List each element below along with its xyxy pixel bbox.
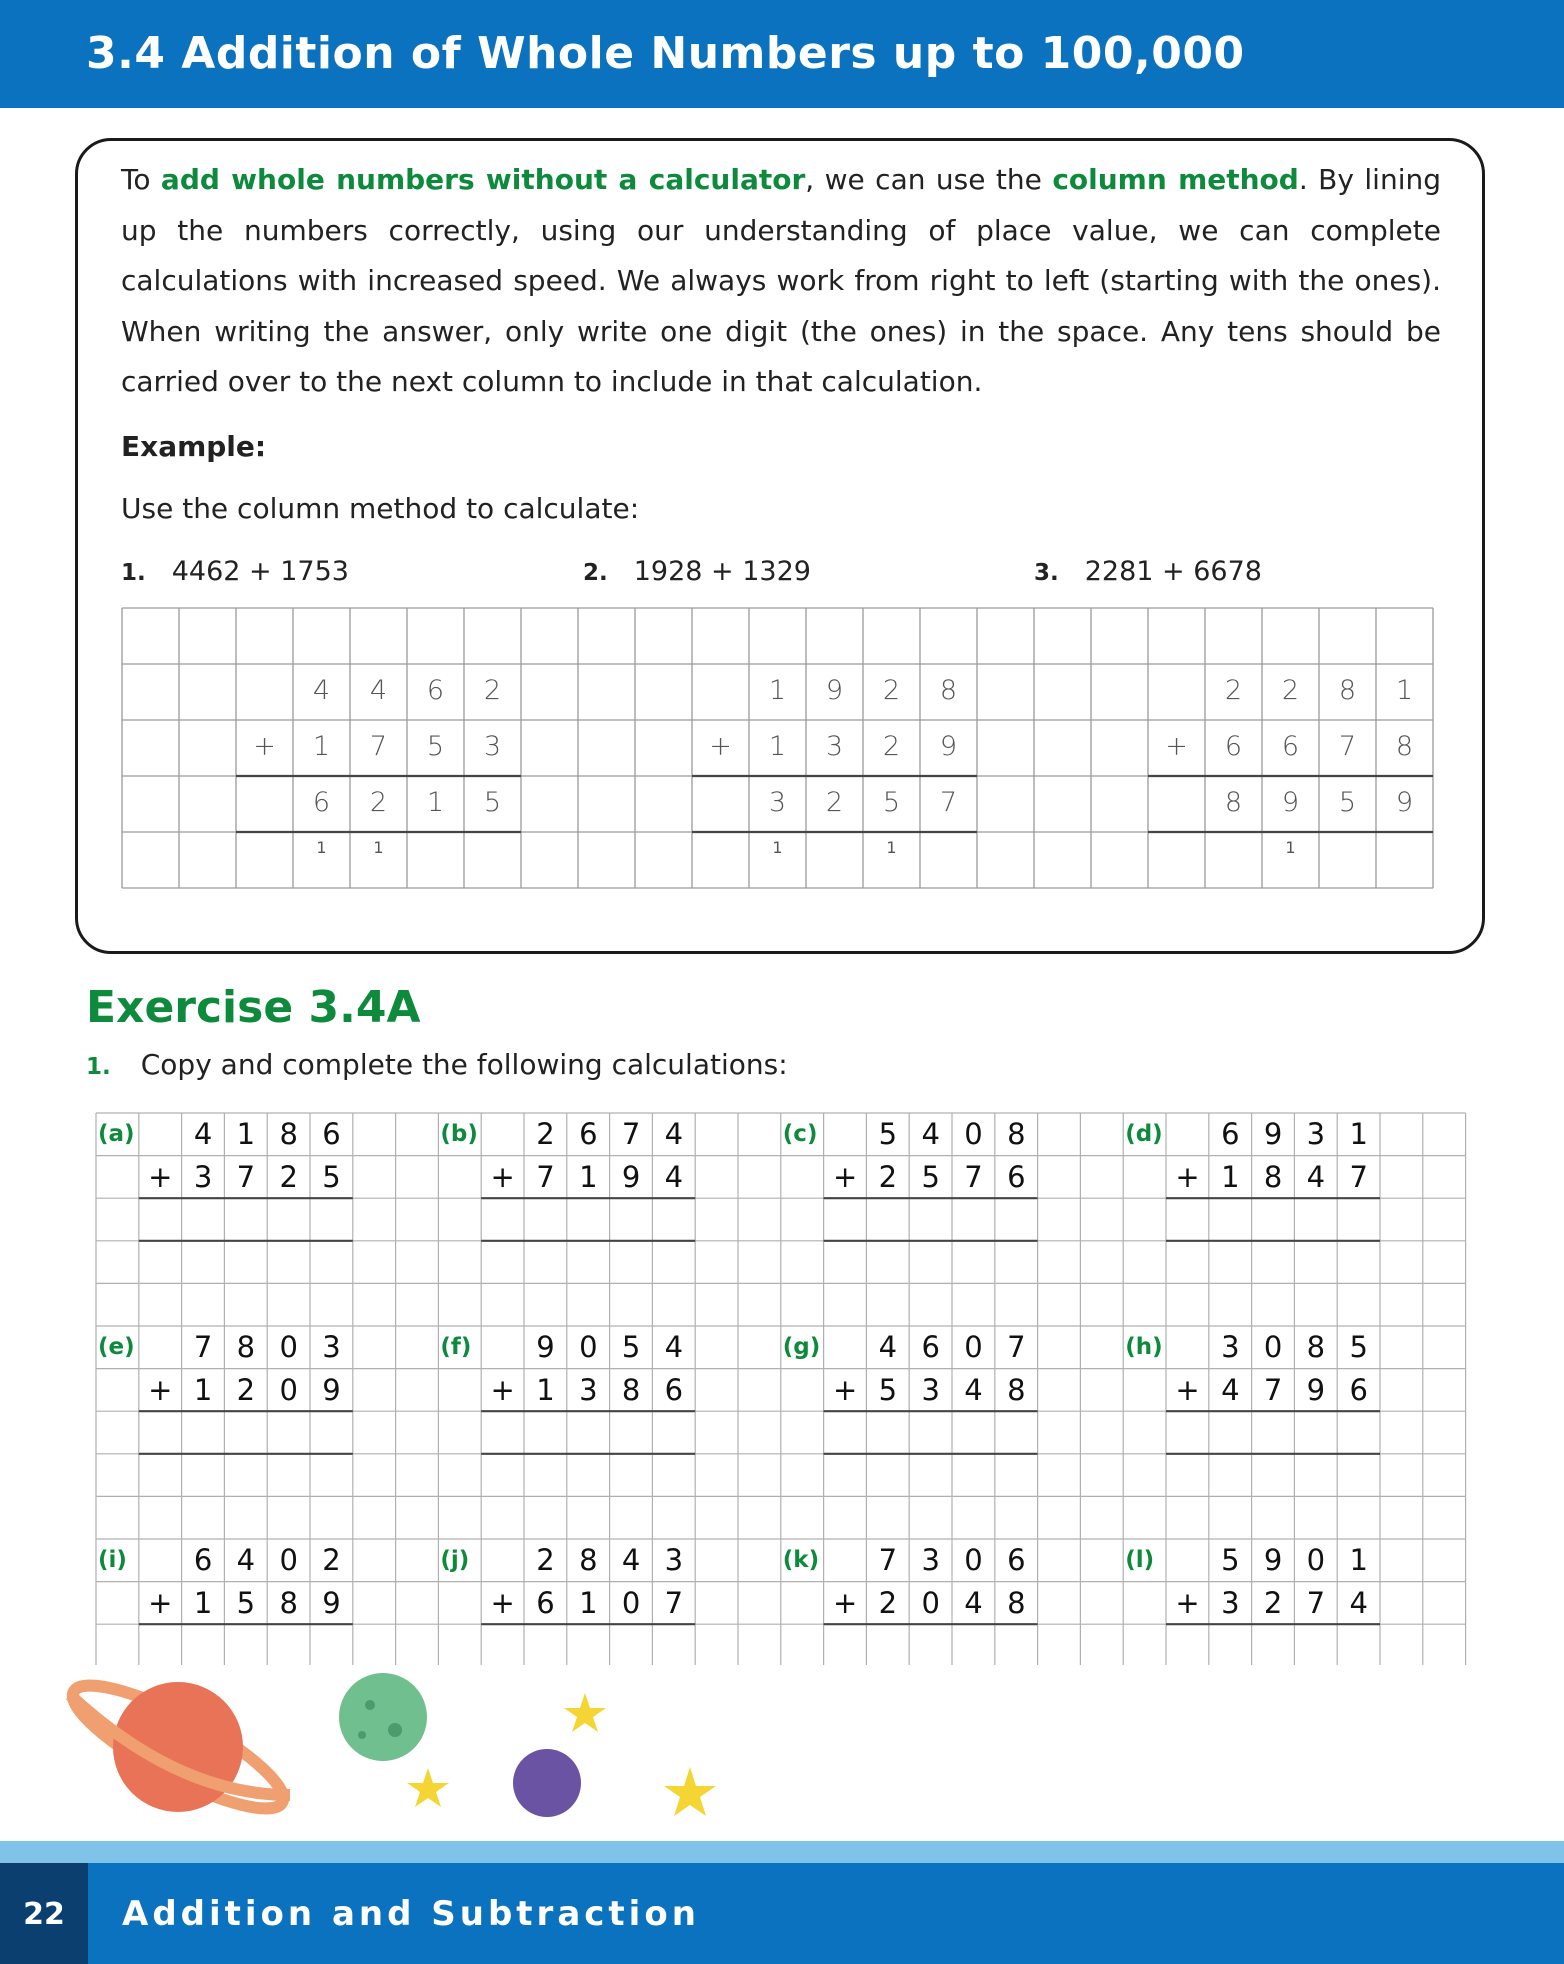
plus-sign: + (148, 1585, 173, 1620)
carry-digit: 1 (772, 838, 783, 857)
digit: 8 (1007, 1372, 1026, 1407)
digit: 2 (878, 1159, 898, 1194)
digit: 0 (279, 1372, 298, 1407)
question-text: Copy and complete the following calculations: (140, 1048, 788, 1081)
digit: 4 (193, 1117, 213, 1151)
example-problem-3 (1034, 556, 1262, 587)
digit: 9 (1306, 1372, 1326, 1407)
digit: 9 (322, 1372, 341, 1407)
digit: 8 (939, 675, 958, 706)
answer-digit: 5 (483, 787, 502, 818)
problem-label: (d) (1125, 1121, 1163, 1147)
digit: 7 (664, 1585, 684, 1620)
plus-sign: + (148, 1372, 173, 1407)
digit: 2 (322, 1543, 341, 1577)
digit: 4 (369, 675, 388, 706)
digit: 4 (1221, 1372, 1240, 1407)
digit: 3 (921, 1543, 940, 1577)
problem-label: (b) (440, 1121, 478, 1147)
digit: 6 (1221, 1117, 1240, 1151)
digit: 4 (664, 1330, 684, 1364)
digit: 3 (1221, 1330, 1240, 1364)
problem-number: 2. (583, 560, 608, 586)
problem-label: (i) (98, 1547, 127, 1573)
digit: 4 (964, 1585, 983, 1620)
digit: 4 (921, 1117, 940, 1151)
digit: 7 (1306, 1585, 1326, 1620)
digit: 2 (1281, 675, 1300, 706)
answer-digit: 2 (825, 787, 844, 818)
digit: 0 (1306, 1543, 1326, 1577)
digit: 1 (193, 1585, 213, 1620)
digit: 7 (1349, 1159, 1368, 1194)
digit: 7 (193, 1330, 213, 1364)
digit: 3 (664, 1543, 684, 1577)
digit: 1 (1221, 1159, 1240, 1194)
digit: 8 (279, 1585, 298, 1620)
plus-sign: + (490, 1159, 515, 1194)
digit: 5 (921, 1159, 940, 1194)
digit: 0 (279, 1330, 298, 1364)
plus-sign: + (832, 1585, 858, 1620)
digit: 5 (1221, 1543, 1240, 1577)
digit: 2 (1263, 1585, 1283, 1620)
digit: 0 (1263, 1330, 1283, 1364)
answer-digit: 2 (369, 787, 388, 818)
problem-label: (j) (440, 1547, 470, 1573)
digit: 4 (1306, 1159, 1326, 1194)
example-label: Example: (121, 430, 267, 463)
digit: 3 (579, 1372, 598, 1407)
chapter-title: Addition and Subtraction (122, 1894, 700, 1934)
answer-digit: 8 (1224, 787, 1243, 818)
plus-sign: + (1175, 1159, 1200, 1194)
digit: 0 (964, 1117, 983, 1151)
plus-sign: + (832, 1372, 858, 1407)
digit: 2 (1224, 675, 1243, 706)
digit: 9 (1263, 1117, 1283, 1151)
digit: 4 (664, 1159, 684, 1194)
digit: 5 (621, 1330, 641, 1364)
digit: 1 (768, 731, 787, 762)
plus-sign: + (1175, 1372, 1200, 1407)
digit: 1 (1395, 675, 1414, 706)
digit: 8 (236, 1330, 256, 1364)
answer-digit: 5 (882, 787, 901, 818)
problem-label: (k) (782, 1547, 820, 1573)
plus-sign: + (832, 1159, 858, 1194)
digit: 4 (964, 1372, 983, 1407)
answer-digit: 6 (312, 787, 331, 818)
carry-digit: 1 (373, 838, 384, 857)
answer-digit: 9 (1395, 787, 1414, 818)
digit: 4 (878, 1330, 898, 1364)
answer-digit: 1 (426, 787, 445, 818)
digit: 8 (279, 1117, 298, 1151)
plus-sign: + (490, 1585, 515, 1620)
green-planet-icon (339, 1673, 427, 1761)
digit: 1 (1349, 1117, 1368, 1151)
digit: 6 (664, 1372, 684, 1407)
question-number: 1. (86, 1054, 111, 1080)
digit: 3 (322, 1330, 341, 1364)
digit: 3 (921, 1372, 940, 1407)
digit: 6 (1281, 731, 1300, 762)
digit: 9 (825, 675, 844, 706)
digit: 3 (825, 731, 844, 762)
problem-expression: 2281 + 6678 (1084, 556, 1262, 587)
digit: 6 (193, 1543, 213, 1577)
digit: 1 (193, 1372, 213, 1407)
digit: 6 (322, 1117, 341, 1151)
digit: 0 (964, 1330, 983, 1364)
digit: 1 (312, 731, 331, 762)
example-problem-1 (121, 556, 349, 587)
problem-expression: 4462 + 1753 (171, 556, 349, 587)
digit: 7 (236, 1159, 256, 1194)
digit: 4 (1349, 1585, 1368, 1620)
digit: 7 (964, 1159, 983, 1194)
digit: 1 (768, 675, 787, 706)
problem-label: (f) (440, 1334, 472, 1360)
intro-text-2: , we can use the (805, 163, 1053, 196)
digit: 0 (921, 1585, 940, 1620)
digit: 4 (236, 1543, 256, 1577)
digit: 8 (621, 1372, 641, 1407)
digit: 2 (882, 675, 901, 706)
digit: 7 (878, 1543, 898, 1577)
answer-digit: 5 (1338, 787, 1357, 818)
digit: 0 (579, 1330, 598, 1364)
answer-digit: 3 (768, 787, 787, 818)
digit: 8 (1007, 1117, 1026, 1151)
digit: 6 (921, 1330, 940, 1364)
carry-digit: 1 (1285, 838, 1296, 857)
problem-label: (a) (98, 1121, 135, 1147)
digit: 4 (664, 1117, 684, 1151)
problem-label: (c) (782, 1121, 818, 1147)
digit: 6 (426, 675, 445, 706)
digit: 7 (1338, 731, 1357, 762)
exercise-title: Exercise 3.4A (86, 982, 421, 1033)
page-title: 3.4 Addition of Whole Numbers up to 100,000 (86, 28, 1245, 79)
digit: 8 (1395, 731, 1414, 762)
digit: 2 (878, 1585, 898, 1620)
digit: 6 (1007, 1159, 1026, 1194)
problem-label: (g) (782, 1334, 821, 1360)
digit: 6 (579, 1117, 598, 1151)
space-decoration (50, 1665, 730, 1835)
digit: 9 (322, 1585, 341, 1620)
digit: 8 (1306, 1330, 1326, 1364)
question-1 (86, 1048, 788, 1081)
digit: 7 (1007, 1330, 1026, 1364)
digit: 9 (536, 1330, 555, 1364)
intro-text-1: To (121, 163, 161, 196)
digit: 6 (1007, 1543, 1026, 1577)
plus-sign: + (490, 1372, 515, 1407)
digit: 8 (1007, 1585, 1026, 1620)
digit: 4 (621, 1543, 641, 1577)
digit: 5 (878, 1372, 898, 1407)
digit: 5 (426, 731, 445, 762)
digit: 8 (579, 1543, 598, 1577)
digit: 2 (536, 1543, 555, 1577)
digit: 5 (1349, 1330, 1368, 1364)
digit: 8 (1263, 1159, 1283, 1194)
digit: 5 (878, 1117, 898, 1151)
digit: 8 (1338, 675, 1357, 706)
digit: 3 (193, 1159, 213, 1194)
digit: 6 (1224, 731, 1243, 762)
digit: 4 (312, 675, 331, 706)
plus-sign: + (1175, 1585, 1200, 1620)
digit: 7 (536, 1159, 555, 1194)
plus-sign: + (709, 731, 732, 762)
digit: 3 (1306, 1117, 1326, 1151)
intro-text-3: . By lining up the numbers correctly, using our understanding of place value, we can complete calculations with increased speed. We always work from right to left (starting with the ones). When writing the answer, only write one digit (the ones) in the space. Any tens should be carried over to the next column to include in that calculation. (121, 163, 1441, 398)
digit: 6 (1349, 1372, 1368, 1407)
digit: 1 (536, 1372, 555, 1407)
page-number: 22 (23, 1897, 65, 1932)
digit: 2 (236, 1372, 256, 1407)
digit: 2 (279, 1159, 298, 1194)
ringed-planet-icon (60, 1665, 297, 1829)
digit: 1 (579, 1159, 598, 1194)
carry-digit: 1 (886, 838, 897, 857)
digit: 6 (536, 1585, 555, 1620)
digit: 9 (621, 1159, 641, 1194)
digit: 2 (536, 1117, 555, 1151)
digit: 9 (1263, 1543, 1283, 1577)
intro-highlight-2: column method (1052, 163, 1299, 196)
answer-digit: 7 (939, 787, 958, 818)
plus-sign: + (253, 731, 276, 762)
digit: 3 (1221, 1585, 1240, 1620)
problem-number: 1. (121, 560, 146, 586)
digit: 0 (964, 1543, 983, 1577)
digit: 7 (621, 1117, 641, 1151)
example-problem-2 (583, 556, 811, 587)
problem-expression: 1928 + 1329 (633, 556, 811, 587)
plus-sign: + (148, 1159, 173, 1194)
digit: 0 (621, 1585, 641, 1620)
intro-highlight-1: add whole numbers without a calculator (160, 163, 806, 196)
digit: 3 (483, 731, 502, 762)
example-instruction: Use the column method to calculate: (121, 492, 640, 525)
digit: 1 (236, 1117, 256, 1151)
digit: 7 (369, 731, 388, 762)
digit: 5 (322, 1159, 341, 1194)
problem-label: (e) (98, 1334, 135, 1360)
footer-stripe (0, 1841, 1564, 1863)
problem-label: (h) (1125, 1334, 1163, 1360)
digit: 1 (579, 1585, 598, 1620)
digit: 2 (882, 731, 901, 762)
digit: 0 (279, 1543, 298, 1577)
digit: 9 (939, 731, 958, 762)
answer-digit: 9 (1281, 787, 1300, 818)
problem-number: 3. (1034, 560, 1059, 586)
purple-planet-icon (513, 1749, 581, 1817)
carry-digit: 1 (316, 838, 327, 857)
digit: 7 (1263, 1372, 1283, 1407)
digit: 1 (1349, 1543, 1368, 1577)
plus-sign: + (1165, 731, 1188, 762)
digit: 5 (236, 1585, 256, 1620)
problem-label: (l) (1125, 1547, 1155, 1573)
digit: 2 (483, 675, 502, 706)
intro-paragraph (121, 155, 1441, 408)
